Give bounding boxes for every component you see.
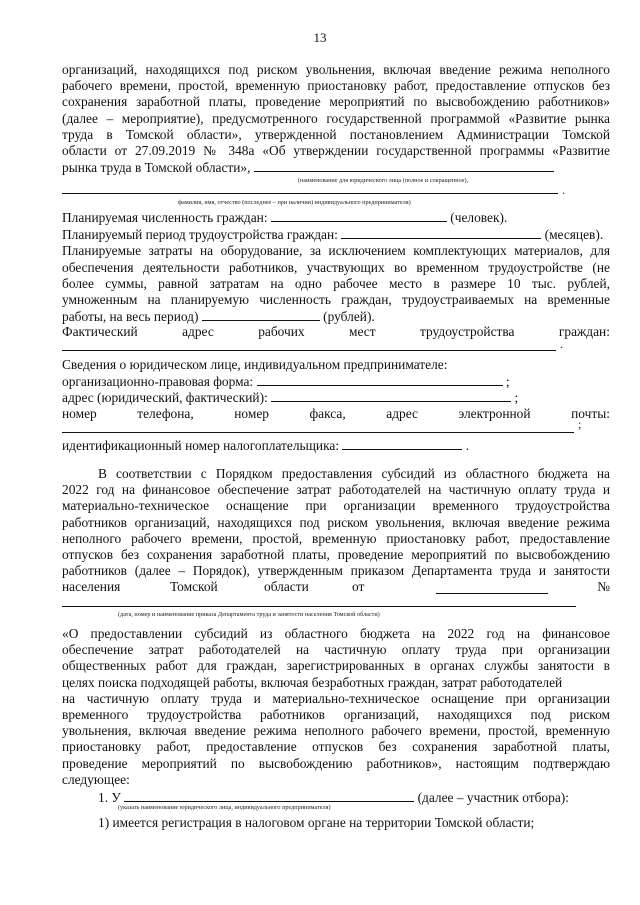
text-line: Планируемые затраты на оборудование, за исключением комплектующих материалов, для [62, 243, 610, 259]
word: почты: [571, 405, 610, 421]
word: факса, [309, 405, 346, 421]
text-line [62, 159, 610, 175]
planned-period-row [62, 226, 610, 242]
text-line: отпусков без сохранения заработной платы, проведение мероприятий по высвобождению [62, 546, 610, 562]
text-line: рабочего времени, простой, временную приостановку работ, предоставление отпусков без [62, 78, 610, 94]
page-number: 13 [313, 30, 327, 45]
item-1-prefix: 1. У [98, 790, 121, 805]
text-line: временного трудоустройства работников организаций, находящихся под риском [62, 706, 610, 722]
paragraph-confirm [62, 626, 610, 788]
legal-form-label: организационно-правовая форма: [62, 374, 254, 390]
text-line: общественных работ для граждан, зарегистрированных в органах службы занятости в [62, 658, 610, 674]
address-label: адрес (юридический, фактический): [62, 390, 268, 406]
word: трудоустройства [420, 324, 515, 340]
hint-fio: фамилия, имя, отчество (последнее – при наличии) индивидуального предпринимателя) [178, 199, 411, 206]
hint-item-1: (указать наименование юридического лица, индивидуального предпринимателя) [118, 804, 331, 811]
text-line: обеспечения деятельности работников, участвующих во временном трудоустройстве (не [62, 259, 610, 275]
inn-label: идентификационный номер налогоплательщика: [62, 438, 340, 453]
text-line: организаций, находящихся под риском увольнения, включая введение режима неполного [62, 62, 610, 77]
word: населения [62, 579, 121, 595]
costs-label: работы, на весь период) [62, 309, 199, 325]
costs-input[interactable] [202, 308, 320, 321]
participant-name-input[interactable] [124, 789, 414, 802]
text-line: работников организаций, находящихся под риском увольнения, включая введение режима [62, 514, 610, 530]
item-1-suffix: (далее – участник отбора): [417, 790, 569, 805]
word: Фактический [62, 324, 138, 340]
hint-order: (дата, номер и наименование приказа Департамента труда и занятости населения Томской области) [118, 611, 380, 618]
item-1-block [62, 789, 610, 805]
word: номер [62, 405, 97, 421]
text-line: сохранения заработной платы, проведение мероприятий по высвобождению работников» [62, 94, 610, 110]
word: от [352, 579, 365, 595]
text-line: неполного рабочего времени, простой, временную приостановку работ, предоставление [62, 530, 610, 546]
planned-period-unit: (месяцев). [544, 227, 604, 243]
planned-count-label: Планируемая численность граждан: [62, 210, 268, 225]
word: телефона, [137, 405, 194, 421]
text-line: более суммы, равной затратам на одно рабочее место в размере 10 тыс. рублей, [62, 275, 610, 291]
costs-unit: (рублей). [323, 309, 375, 325]
text-fragment: рынка труда в Томской области», [62, 160, 251, 176]
entity-name-blank[interactable] [254, 159, 554, 172]
paragraph-order [62, 466, 610, 596]
item-1-1-text: 1) имеется регистрация в налоговом органе на территории Томской области; [98, 815, 535, 830]
actual-address-blank[interactable] [62, 350, 556, 351]
order-blank-line[interactable] [62, 606, 576, 607]
word: рабочих [258, 324, 305, 340]
text-line: обеспечение затрат работодателей на частичную оплату труда при организации [62, 642, 610, 658]
text-line: области от 27.09.2019 № 348а «Об утверждении государственной программы «Развитие [62, 142, 610, 158]
actual-address-row [62, 324, 610, 340]
fio-blank-line[interactable] [62, 193, 558, 194]
order-row [62, 579, 610, 595]
item-1-1-block [62, 815, 610, 831]
text-line: 2022 год на финансовое обеспечение затрат работодателей на частичную оплату труда и [62, 482, 610, 498]
text-line: работников (далее – Порядок), утвержденным приказом Департамента труда и занятости [62, 563, 610, 579]
inn-row: идентификационный номер налогоплательщика: . [62, 438, 470, 453]
planned-count-row [62, 209, 610, 225]
entity-info-title: Сведения о юридическом лице, индивидуальном предпринимателе: [62, 357, 448, 372]
text-line: умноженным на планируемую численность граждан, трудоустраиваемых на временные [62, 291, 610, 307]
text-line: увольнения, включая введение режима неполного рабочего времени, простой, временную [62, 723, 610, 739]
paragraph-intro [62, 62, 610, 175]
text-line: В соответствии с Порядком предоставления субсидий из областного бюджета на [98, 466, 610, 481]
legal-form-input[interactable] [257, 373, 503, 386]
text-line: (далее – мероприятие), предусмотренного государственной программой «Развитие рынка [62, 110, 610, 126]
legal-form-row: организационно-правовая форма: ; [62, 374, 510, 390]
inn-input[interactable] [342, 437, 462, 450]
entity-info-block [62, 357, 610, 422]
text-line: труда в Томской области», утвержденной постановлением Администрации Томской [62, 126, 610, 142]
word: адрес [182, 324, 214, 340]
planned-period-label: Планируемый период трудоустройства граждан: [62, 227, 338, 243]
hint-entity-name: (наименование для юридического лица (полное и сокращенное), [298, 177, 469, 184]
word: граждан: [558, 324, 610, 340]
item-1-row [62, 789, 610, 805]
text-line: на частичную оплату труда и материально-техническое оснащение при организации [62, 690, 610, 706]
address-row: адрес (юридический, фактический): ; [62, 390, 519, 406]
text-line: материально-техническое оснащение при организации временного трудоустройства [62, 498, 610, 514]
word: мест [349, 324, 376, 340]
planning-block [62, 209, 610, 341]
text-line: следующее: [62, 771, 130, 787]
word: № [597, 579, 610, 595]
document-page: 13 организаций, находящихся под риском увольнения, включая введение режима неполного рабочего времени, простой, временную приостановку работ, предоставление отпусков без сохранения заработной платы, проведение мероприятий по высвобождению работников» (далее – мероприятие), предусмотренного государственной программой «Развитие рынка труда в Томской области», утвержденной постановлением Администрации Томской области от 27.09.2019 № 348а «Об утверждении государственной программы «Развитие рынка труда в Томской области», (наименование для юридического лица (полное и сокращенное), . фамилия, имя, отчество (последнее – при наличии) индивидуального предпринимателя) Планируемая численность граждан: (человек). Планируемый период трудоустройства граждан: (месяцев). Планируемые затраты на оборудование, за исключением комплектующих материалов, для обеспечения деятельности работников, участвующих во временном трудоустройстве (не более суммы, равной затратам на одно рабочее место в размере 10 тыс. рублей, умноженным на планируемую численность граждан, трудоустраиваемых на временные работы, на весь период) (рублей). Фактический адрес рабочих мест трудоустройства граждан: . Сведения о юридическом лице, индивидуальном предпринимателе: организационно-правовая форма: ; адрес (юридический, фактический): ; номер телефона, номер факса, адрес электронной почты: ; идентификационный номер налогоплательщика: . В соответствии с Порядком предоставления субсидий из областного бюджета на 2022 год на финансовое обеспечение затрат работодателей на частичную оплату труда и материально-техническое оснащение при организации временного трудоустройства работников организаций, находящихся под риском увольнения, включая введение режима неполного рабочего времени, простой, временную приостановку работ, предоставление отпусков без сохранения заработной платы, проведение мероприятий по высвобождению работников (далее – Порядок), утвержденным приказом Департамента труда и занятости населения Томской области от № (дата, номер и наименование приказа Департамента труда и занятости населения Томской области) «О предоставлении субсидий из областного бюджета на 2022 год на финансовое обеспечение затрат работодателей на частичную оплату труда при организации общественных работ для граждан, зарегистрированных в органах службы занятости в целях поиска подходящей работы, включая безработных граждан, затрат работодателей на частичную оплату труда и материально-техническое оснащение при организации временного трудоустройства работников организаций, находящихся под риском увольнения, включая введение режима неполного рабочего времени, простой, временную приостановку работ, предоставление отпусков без сохранения заработной платы, проведение мероприятий по высвобождению работников», настоящим подтверждаю следующее: 1. У (далее – участник отбора): (указать наименование юридического лица, индивидуального предпринимателя) 1) имеется регистрация в налоговом органе на территории Томской области; [0, 0, 640, 905]
word: адрес [386, 405, 418, 421]
address-input[interactable] [271, 389, 511, 402]
contacts-row [62, 406, 610, 422]
word: области [264, 579, 309, 595]
text-line: приостановку работ, предоставление отпусков без сохранения заработной платы, [62, 739, 610, 755]
word: электронной [458, 405, 531, 421]
planned-period-input[interactable] [341, 226, 541, 239]
text-line: «О предоставлении субсидий из областного бюджета на 2022 год на финансовое [62, 626, 610, 641]
word: Томской [170, 579, 218, 595]
text-line: целях поиска подходящей работы, включая безработных граждан, затрат работодателей [62, 674, 563, 690]
planned-count-unit: (человек). [450, 210, 508, 225]
text-line: проведение мероприятий по высвобождению работников», настоящим подтверждаю [62, 755, 610, 771]
costs-row [62, 308, 610, 324]
contacts-blank[interactable] [62, 432, 574, 433]
inn-block [62, 437, 610, 453]
order-date-input[interactable] [436, 581, 548, 594]
word: номер [234, 405, 269, 421]
planned-count-input[interactable] [271, 209, 447, 222]
